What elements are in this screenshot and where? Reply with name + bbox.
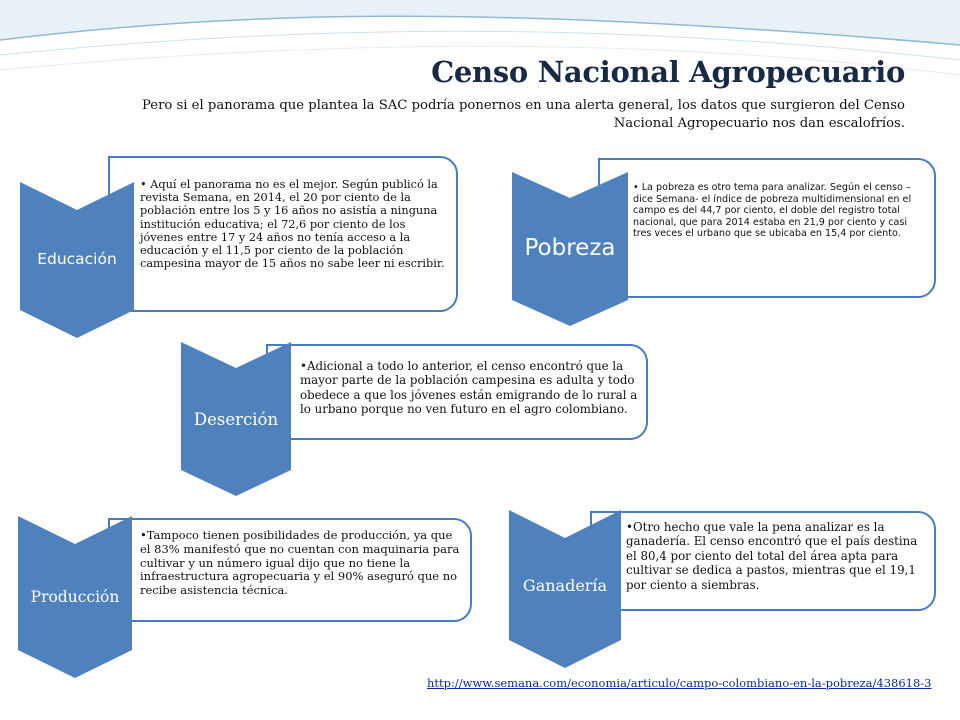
ganaderia-text-box <box>590 511 936 611</box>
desercion-label: Deserción <box>193 410 279 429</box>
page-subtitle: Pero si el panorama que plantea la SAC podría ponernos en una alerta general, los datos que surgieron del Censo Nacional Agropecuario nos dan escalofríos. <box>141 98 905 131</box>
produccion-text-box <box>108 518 472 622</box>
educacion-text: • Aquí el panorama no es el mejor. Según publicó la revista Semana, en 2014, el 20 por ciento de la población entre los 5 y 16 años no asistía a ninguna institución educativa; el 72,6 por ciento de los jóvenes entre 17 y 24 años no tenía acceso a la educación y el 11,5 por ciento de la población campesina mayor de 15 años no sabe leer ni escribir. <box>140 178 445 271</box>
educacion-text-box <box>108 156 458 312</box>
source-link[interactable]: http://www.semana.com/economia/articulo/campo-colombiano-en-la-pobreza/438618-3 <box>427 676 932 690</box>
pobreza-text: • La pobreza es otro tema para analizar. Según el censo –dice Semana- el índice de pobreza multidimensional en el campo es del 44,7 por ciento, el doble del registro total nacional, que para 2014 estaba en 21,9 por ciento y casi tres veces el urbano que se ubicaba en 15,4 por ciento. <box>633 182 912 240</box>
educacion-label: Educación <box>37 250 117 268</box>
pobreza-label: Pobreza <box>524 235 616 261</box>
desercion-text: •Adicional a todo lo anterior, el censo encontró que la mayor parte de la población campesina es adulta y todo obedece a que los jóvenes están emigrando de lo rural a lo urbano porque no ven futuro en el agro colombiano. <box>300 359 638 417</box>
pobreza-text-box <box>598 158 936 298</box>
produccion-text: •Tampoco tienen posibilidades de producción, ya que el 83% manifestó que no cuentan con maquinaria para cultivar y un número igual dijo que no tiene la infraestructura agropecuaria y el 90% aseguró que no recibe asistencia técnica. <box>140 528 460 598</box>
page-title: Censo Nacional Agropecuario <box>431 55 905 89</box>
produccion-label: Producción <box>30 588 120 606</box>
desercion-text-box <box>266 344 648 440</box>
ganaderia-text: •Otro hecho que vale la pena analizar es la ganadería. El censo encontró que el país destina el 80,4 por ciento del total del área apta para cultivar se dedica a pastos, mientras que el 19,1 por ciento a siembras. <box>626 520 918 592</box>
ganaderia-label: Ganadería <box>522 576 608 595</box>
